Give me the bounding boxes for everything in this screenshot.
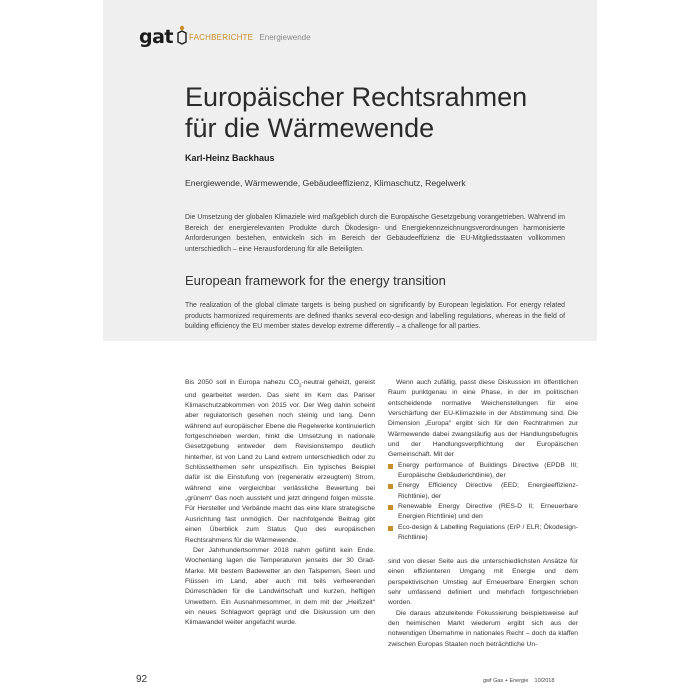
gat-logo: gat [139,26,174,48]
title-line-2: für die Wärmewende [185,113,435,143]
bullet-square-icon [388,484,393,489]
bullet-square-icon [388,505,393,510]
list-item-text: Eco-design & Labelling Regulations (ErP / ELR; Ökodesign-Richtlinie) [398,523,578,542]
list-item [388,502,578,523]
body-column-right-continued [388,557,578,650]
logo-flame-icon [176,24,188,46]
list-item-text: Renewable Energy Directive (RES-D II; Erneuerbare Energien Richtlinie) und den [398,503,578,521]
paragraph: Die daraus abzuleitende Fokussierung beispielsweise auf den heimischen Markt wiederum ergibt sich aus der notwendigen Übernahme in nationales Recht – doch da klaffen zwischen Europas Staaten noch beträchtliche Un- [388,609,578,648]
body-column-right [388,378,578,544]
paragraph: sind von dieser Seite aus die unterschiedlichsten Ansätze für einen effizienteren Umgang mit Energie und dem perspektivischen Umstieg auf Erneuerbare Energien schon sehr umfassend definiert und mehrfach fortgeschrieben worden. [388,558,578,607]
paragraph: Wenn auch zufällig, passt diese Diskussion im öffentlichen Raum punktgenau in eine Phase, in der im politischen entscheidende normative Weichenstellungen für eine Verschärfung der EU-Klimaziele in der Abstimmung sind. Die Dimension „Europa“ ergibt sich für den Rechtrahmen zur Wärmewende dabei zwangsläufig aus der Handlungsbefugnis und der Handlungsverpflichtung der Europäischen Gemeinschaft. Mit der [388,379,578,459]
bullet-square-icon [388,526,393,531]
bullet-square-icon [388,464,393,469]
category-name: FACHBERICHTE [189,33,254,42]
publication-footer [483,678,554,684]
list-item [388,461,578,482]
list-item [388,523,578,544]
page-number: 92 [136,674,148,685]
co2-subscript: 2 [298,382,302,388]
subcategory-name: Energiewende [259,33,311,42]
publication-name: gwf Gas + Energie [483,678,529,684]
keywords: Energiewende, Wärmewende, Gebäudeeffizienz, Klimaschutz, Regelwerk [185,178,466,188]
title-line-1: Europäischer Rechtsrahmen [185,82,528,112]
category-label [189,33,311,42]
english-title: European framework for the energy transition [185,273,446,288]
article-title [185,82,585,144]
header-band [103,0,597,341]
issue-number: 10/2018 [534,678,555,684]
author-name: Karl-Heinz Backhaus [185,153,275,163]
abstract-english: The realization of the global climate targets is being pushed on significantly by European legislation. For energy related products harmonized requirements are defined thanks several eco-design and labelling regulations, whereas in the field of building efficiency the EU member states develop extreme differently – a challenge for all parties. [185,302,565,330]
paragraph: Der Jahrhundertsommer 2018 nahm gefühlt kein Ende. Wochenlang lagen die Temperaturen jenseits der 30 Grad-Marke. Mit bestem Badewetter an den Talsperren, Seen und Flüssen im Land, aber auch mit teils verheerenden Dürreschäden für die Landwirtschaft und kurzen, heftigen Unwettern. Ein Ausnahmesommer, in dem mit der „Heißzeit“ ein neues Schlagwort geprägt und die Diskussion um den Klimawandel weiter angefacht wurde. [185,546,375,627]
list-item [388,481,578,502]
list-item-text: Energy performance of Buildings Directive (EPDB III; Europäische Gebäuderichtlinie), der [398,461,578,480]
body-column-left [185,378,375,629]
paragraph-text: Bis 2050 soll in Europa nahezu CO [185,379,299,386]
list-item-text: Energy Efficiency Directive (EED; Energieeffizienz-Richtlinie), der [398,482,578,500]
paragraph-text: -neutral geheizt, gereist und gearbeitet werden. Das sieht im Kern das Pariser Klimaschutzabkommen von 2015 vor. Der Weg dahin scheint aber regulatorisch gesehen noch steinig und lang. Denn während auf europäischer Ebene die Regelwerke kontinuierlich fortgeschrieben werden, hinkt die Umsetzung in nationale Gesetzgebung entweder dem Revisionstempo deutlich hinterher, ist von Land zu Land extrem unterschiedlich oder zu Schlüsselthemen sehr unspezifisch. Ein typisches Beispiel dafür ist die Einstufung von (regenerativ erzeugtem) Strom, während eine vergleichbar verlässliche Bewertung bei „grünem“ Gas noch aussteht und jetzt dringend folgen müsste. Für Hersteller und Verbände macht das eine klare strategische Ausrichtung fast unmöglich. Der nachfolgende Beitrag gibt einen Überblick zum Status Quo des europäischen Rechtsrahmens für die Wärmewende. [185,379,375,544]
abstract-german: Die Umsetzung der globalen Klimaziele wird maßgeblich durch die Europäische Gesetzgebung vorangetrieben. Während im Bereich der energierelevanten Produkte durch Ökodesign- und Energiekennzeichnungsverordnungen harmonisierte Anforderungen bestehen, entwickeln sich im Bereich der Gebäudeeffizienz die EU-Mitgliedsstaaten vollkommen unterschiedlich – eine Herausforderung für alle Beteiligten. [185,214,565,253]
document-page [103,0,597,700]
paragraph [185,378,375,546]
